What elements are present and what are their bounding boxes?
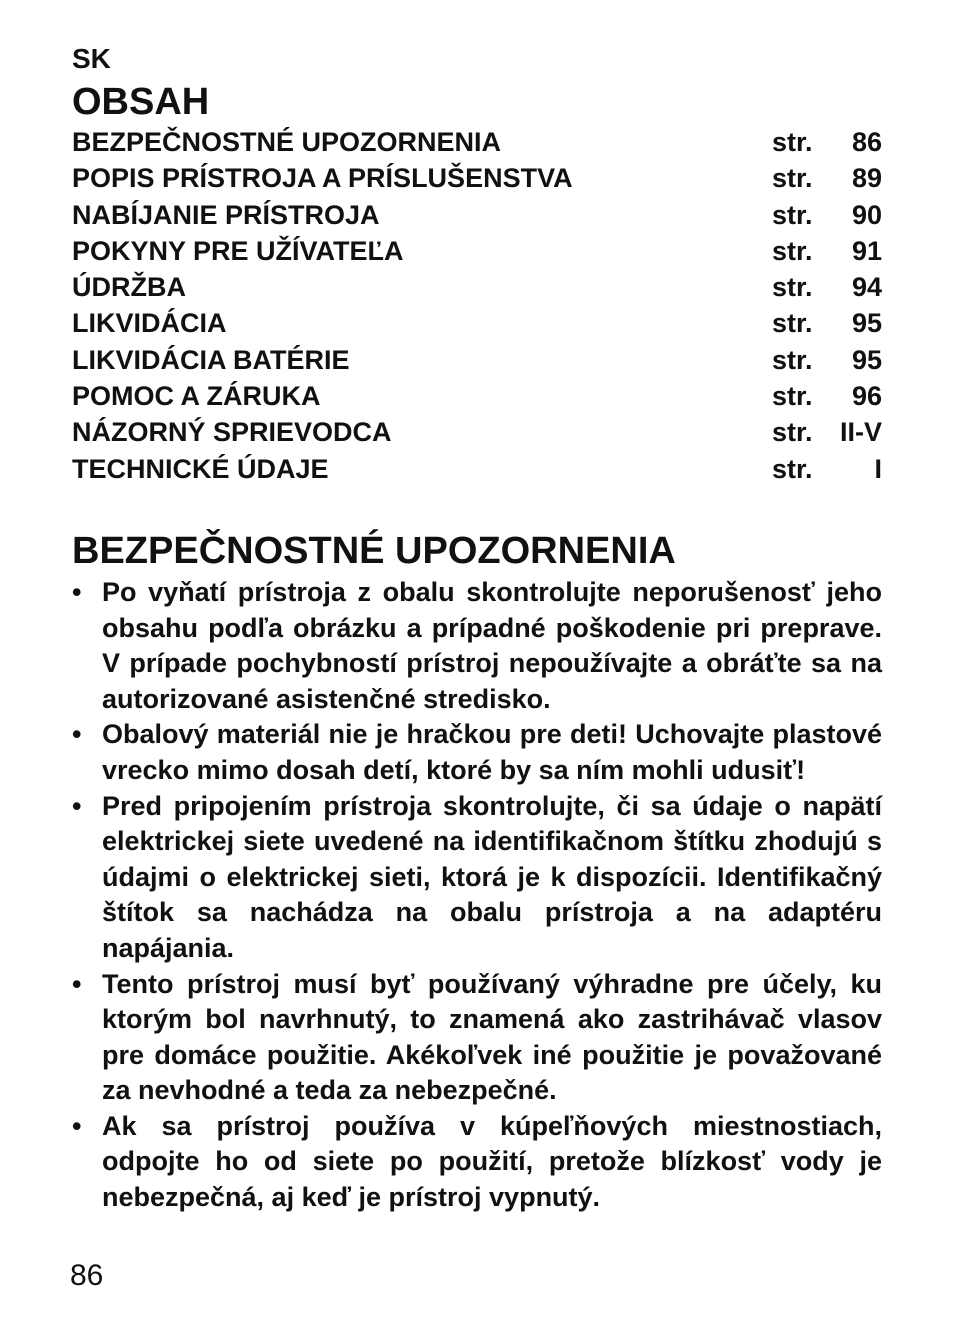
toc-entry [72,342,882,378]
list-item-text: Po vyňatí prístroja z obalu skontrolujte neporušenosť jeho obsahu podľa obrázku a prípadné poškodenie pri preprave. V prípade pochybností prístroj nepoužívajte a obráťte sa na autorizované asistenčné stredisko. [102,576,882,714]
toc-entry [72,451,882,487]
toc-entry-str: str. [772,381,813,412]
list-item [72,967,882,1109]
toc-entry-str: str. [772,453,813,484]
table-of-contents [72,124,882,487]
toc-entry-str: str. [772,127,813,157]
toc-entry-label: ÚDRŽBA [72,272,186,303]
toc-entry [72,378,882,414]
bullet-icon: • [72,1110,82,1141]
list-item-text: Pred pripojením prístroja skontrolujte, či sa údaje o napätí elektrickej siete uvedené na identifikačnom štítku zhodujú s údajmi o elektrickej sieti, ktorá je k dispozícii. Identifikačný štítok sa nachádza na obalu prístroja a na adaptéru napájania. [102,790,882,963]
toc-entry-page: 95 [851,344,882,375]
toc-entry [72,414,882,450]
safety-section-title: BEZPEČNOSTNÉ UPOZORNENIA [72,529,676,572]
list-item-text: Tento prístroj musí byť používaný výhradne pre účely, ku ktorým bol navrhnutý, to znamená ako zastrihávač vlasov pre domáce použitie. Akékoľvek iné použitie je považované za nevhodné a teda za nebezpečné. [102,968,882,1106]
toc-entry-str: str. [772,235,813,266]
toc-entry [72,160,882,196]
toc-entry [72,269,882,305]
toc-entry-str: str. [772,308,813,339]
toc-entry-label: NABÍJANIE PRÍSTROJA [72,199,380,230]
toc-entry-str: str. [772,163,813,194]
toc-entry-str: str. [772,417,813,448]
safety-list [72,575,882,1216]
toc-entry-label: POMOC A ZÁRUKA [72,381,321,412]
toc-entry-label: TECHNICKÉ ÚDAJE [72,453,329,484]
toc-entry [72,233,882,269]
bullet-icon: • [72,576,82,607]
toc-entry-page: 94 [851,272,882,303]
toc-entry-label: POKYNY PRE UŽÍVATEĽA [72,235,404,266]
toc-entry [72,305,882,341]
language-code: SK [72,43,111,74]
toc-entry-page: 89 [851,163,882,194]
toc-entry-label: LIKVIDÁCIA [72,308,227,339]
toc-entry-page: II-V [839,417,882,448]
page-number: 86 [70,1259,104,1292]
toc-entry-str: str. [772,199,813,230]
toc-entry-str: str. [772,344,813,375]
toc-entry-label: BEZPEČNOSTNÉ UPOZORNENIA [72,127,502,157]
toc-entry-page: 86 [851,127,882,157]
toc-entry [72,197,882,233]
list-item [72,575,882,717]
toc-entry-label: POPIS PRÍSTROJA A PRÍSLUŠENSTVA [72,163,573,194]
toc-entry-label: LIKVIDÁCIA BATÉRIE [72,344,350,375]
toc-entry [72,124,882,160]
manual-page [72,42,882,1216]
list-item-text: Ak sa prístroj používa v kúpeľňových miestnostiach, odpojte ho od siete po použití, pretože blízkosť vody je nebezpečná, aj keď je prístroj vypnutý. [102,1110,882,1213]
toc-entry-page: I [874,453,882,484]
list-item [72,789,882,967]
toc-entry-str: str. [772,272,813,303]
list-item-text: Obalový materiál nie je hračkou pre deti! Uchovajte plastové vrecko mimo dosah detí, ktoré by sa ním mohli udusiť! [102,719,882,785]
bullet-icon: • [72,790,82,821]
toc-entry-page: 91 [851,235,882,266]
toc-entry-page: 90 [851,199,882,230]
list-item [72,1109,882,1216]
list-item [72,717,882,788]
toc-entry-page: 96 [851,381,882,412]
toc-entry-label: NÁZORNÝ SPRIEVODCA [72,417,392,448]
bullet-icon: • [72,719,82,750]
toc-entry-page: 95 [851,308,882,339]
toc-title: OBSAH [72,81,210,123]
bullet-icon: • [72,968,82,999]
